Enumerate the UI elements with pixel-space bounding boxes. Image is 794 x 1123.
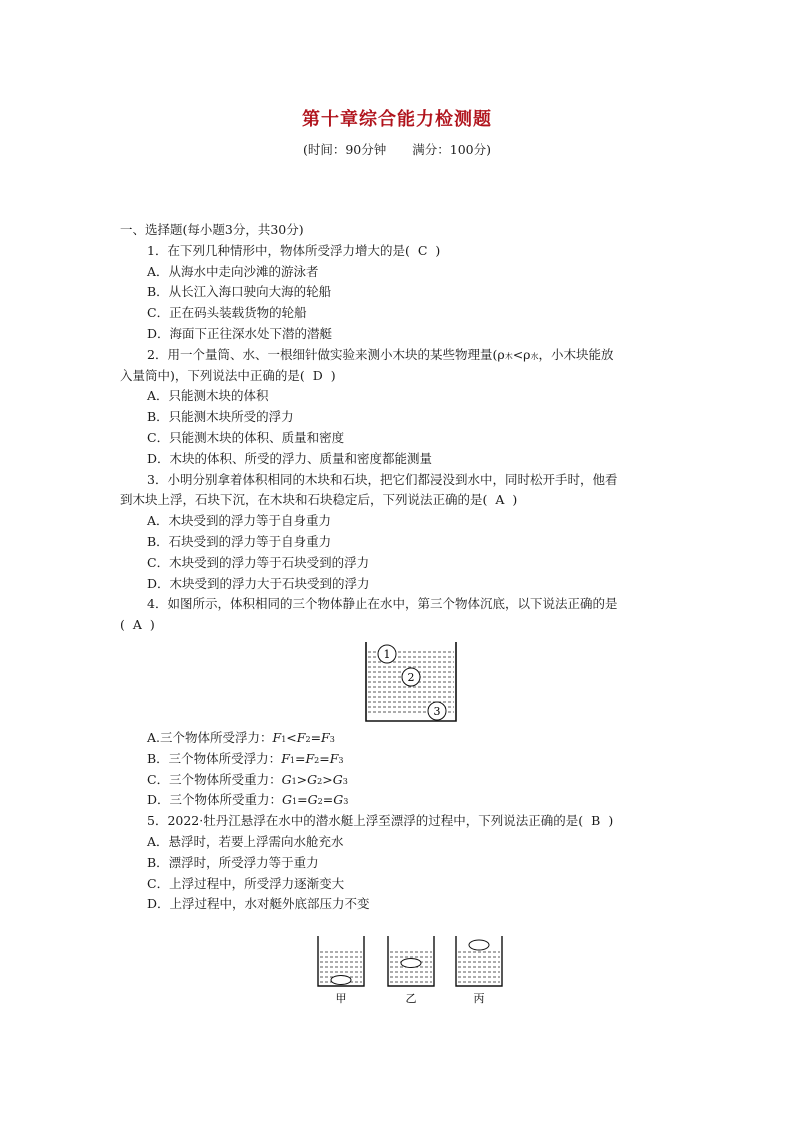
op: = (310, 729, 322, 745)
question-content (120, 220, 680, 915)
sub: 3 (343, 797, 349, 807)
q1-option-d: D．海面下正往深水处下潜的潜艇 (147, 325, 333, 341)
section-heading: 一、选择题(每小题3分，共30分) (120, 222, 304, 237)
sub: 1 (292, 797, 298, 807)
q5-beaker-yi (388, 936, 434, 986)
q2-option-a: A．只能测木块的体积 (147, 388, 269, 404)
q4-label-3: 3 (433, 704, 441, 718)
var: G (282, 792, 293, 808)
var: G (333, 792, 344, 808)
q3-option-c: C．木块受到的浮力等于石块受到的浮力 (147, 554, 370, 570)
sub: 1 (281, 734, 287, 744)
var: F (321, 729, 330, 745)
q2-close: ) (330, 367, 336, 383)
op: = (322, 792, 334, 808)
var: F (272, 729, 282, 745)
q5-submarine-bing (469, 940, 489, 950)
q5-option-a: A．悬浮时，若要上浮需向水舱充水 (147, 833, 344, 849)
q2-stem-text: 2．用一个量筒、水、一根细针做实验来测小木块的某些物理量(ρ (147, 346, 505, 362)
q5-beaker-bing (456, 936, 502, 986)
op: = (294, 750, 306, 766)
q3-option-d: D．木块受到的浮力大于石块受到的浮力 (147, 575, 370, 591)
q5-option-d: D．上浮过程中，水对艇外底部压力不变 (147, 896, 370, 912)
var: G (332, 771, 343, 787)
sub: 3 (342, 776, 348, 786)
opt-prefix: A.三个物体所受浮力： (147, 729, 273, 745)
opt-prefix: C．三个物体所受重力： (147, 771, 282, 787)
sub: 2 (317, 797, 323, 807)
q4-open: ( (120, 617, 125, 633)
opt-prefix: D．三个物体所受重力： (147, 792, 283, 808)
q5-option-b: B．漂浮时，所受浮力等于重力 (147, 854, 319, 870)
q5-close: ) (608, 813, 614, 829)
q1-stem-text: 1．在下列几种情形中，物体所受浮力增大的是( (147, 242, 410, 258)
q3-stem-text2: 到木块上浮，石块下沉，在木块和石块稳定后，下列说法正确的是( (120, 492, 488, 508)
q3-stem-line1: 3．小明分别拿着体积相同的木块和石块，把它们都浸没到水中，同时松开手时，他看 (147, 471, 618, 487)
q2-stem-line2 (120, 366, 680, 387)
q4-option-d (120, 790, 680, 811)
q5-figure (312, 930, 512, 1012)
q1-option-b: B．从长江入海口驶向大海的轮船 (147, 284, 332, 300)
q4-option-a (120, 728, 680, 749)
q4-label-1: 1 (383, 647, 391, 661)
q4-label-2: 2 (407, 670, 415, 684)
q1-stem (120, 241, 680, 262)
q2-compare: <ρ (512, 346, 531, 362)
q4-stem-line2 (120, 615, 680, 636)
q3-answer: A (495, 492, 505, 508)
op: > (322, 771, 333, 787)
op: = (319, 750, 330, 766)
q4-close: ) (149, 617, 155, 633)
sub: 2 (314, 755, 320, 765)
opt-prefix: B．三个物体所受浮力： (147, 750, 282, 766)
sub: 1 (289, 755, 295, 765)
q5-answer: B (591, 813, 601, 829)
q2-option-c: C．只能测木块的体积、质量和密度 (147, 429, 345, 445)
sub: 2 (317, 776, 323, 786)
exam-info (0, 140, 794, 158)
q2-stem-line1 (120, 345, 680, 366)
q1-option-a: A．从海水中走向沙滩的游泳者 (147, 263, 319, 279)
q3-option-a: A．木块受到的浮力等于自身重力 (147, 513, 332, 529)
q5-label-jia: 甲 (335, 992, 347, 1005)
q4-option-c (120, 770, 680, 791)
q1-option-c: C．正在码头装载货物的轮船 (147, 305, 307, 321)
q2-stem-text-cont: ，小木块能放 (538, 346, 614, 362)
q5-label-bing: 丙 (473, 992, 485, 1005)
q5-label-yi: 乙 (405, 992, 417, 1005)
q5-stem-text: 5．2022·牡丹江悬浮在水中的潜水艇上浮至漂浮的过程中，下列说法正确的是( (147, 813, 584, 829)
var: G (307, 771, 318, 787)
q5-beaker-jia (318, 936, 364, 986)
sub: 3 (329, 734, 335, 744)
var: F (305, 750, 315, 766)
q2-option-d: D．木块的体积、所受的浮力、质量和密度都能测量 (147, 450, 433, 466)
q3-close: ) (512, 492, 518, 508)
q4-answer: A (132, 617, 142, 633)
var: F (281, 750, 290, 766)
q3-stem-line2 (120, 490, 680, 511)
var: G (281, 771, 292, 787)
q4-figure (120, 640, 680, 724)
q2-sub-water: 水 (530, 351, 539, 361)
exam-score: 满分：100分) (412, 142, 492, 157)
var: F (329, 750, 339, 766)
op: < (286, 729, 297, 745)
q5-option-c: C．上浮过程中，所受浮力逐渐变大 (147, 875, 345, 891)
q5-stem (120, 811, 680, 832)
q1-answer: C (417, 242, 428, 258)
q5-submarine-yi (401, 959, 421, 968)
var: F (296, 729, 306, 745)
sub: 1 (291, 776, 297, 786)
sub: 3 (338, 755, 344, 765)
op: > (296, 771, 308, 787)
q5-beakers-diagram (312, 930, 512, 1008)
q2-answer: D (312, 367, 323, 383)
page-title: 第十章综合能力检测题 (302, 109, 492, 130)
q5-submarine-jia (331, 976, 351, 985)
q4-stem-line1: 4．如图所示，体积相同的三个物体静止在水中，第三个物体沉底，以下说法正确的是 (147, 596, 618, 612)
var: G (307, 792, 318, 808)
q4-beaker-diagram (364, 640, 458, 724)
op: = (297, 792, 308, 808)
q2-stem-text2: 入量筒中)，下列说法中正确的是( (120, 367, 305, 383)
q4-option-b (120, 749, 680, 770)
q1-close: ) (435, 242, 441, 258)
q2-sub-wood: 木 (504, 351, 513, 361)
exam-time: (时间：90分钟 (302, 142, 387, 157)
q2-option-b: B．只能测木块所受的浮力 (147, 409, 294, 425)
q3-option-b: B．石块受到的浮力等于自身重力 (147, 533, 332, 549)
sub: 2 (305, 734, 311, 744)
